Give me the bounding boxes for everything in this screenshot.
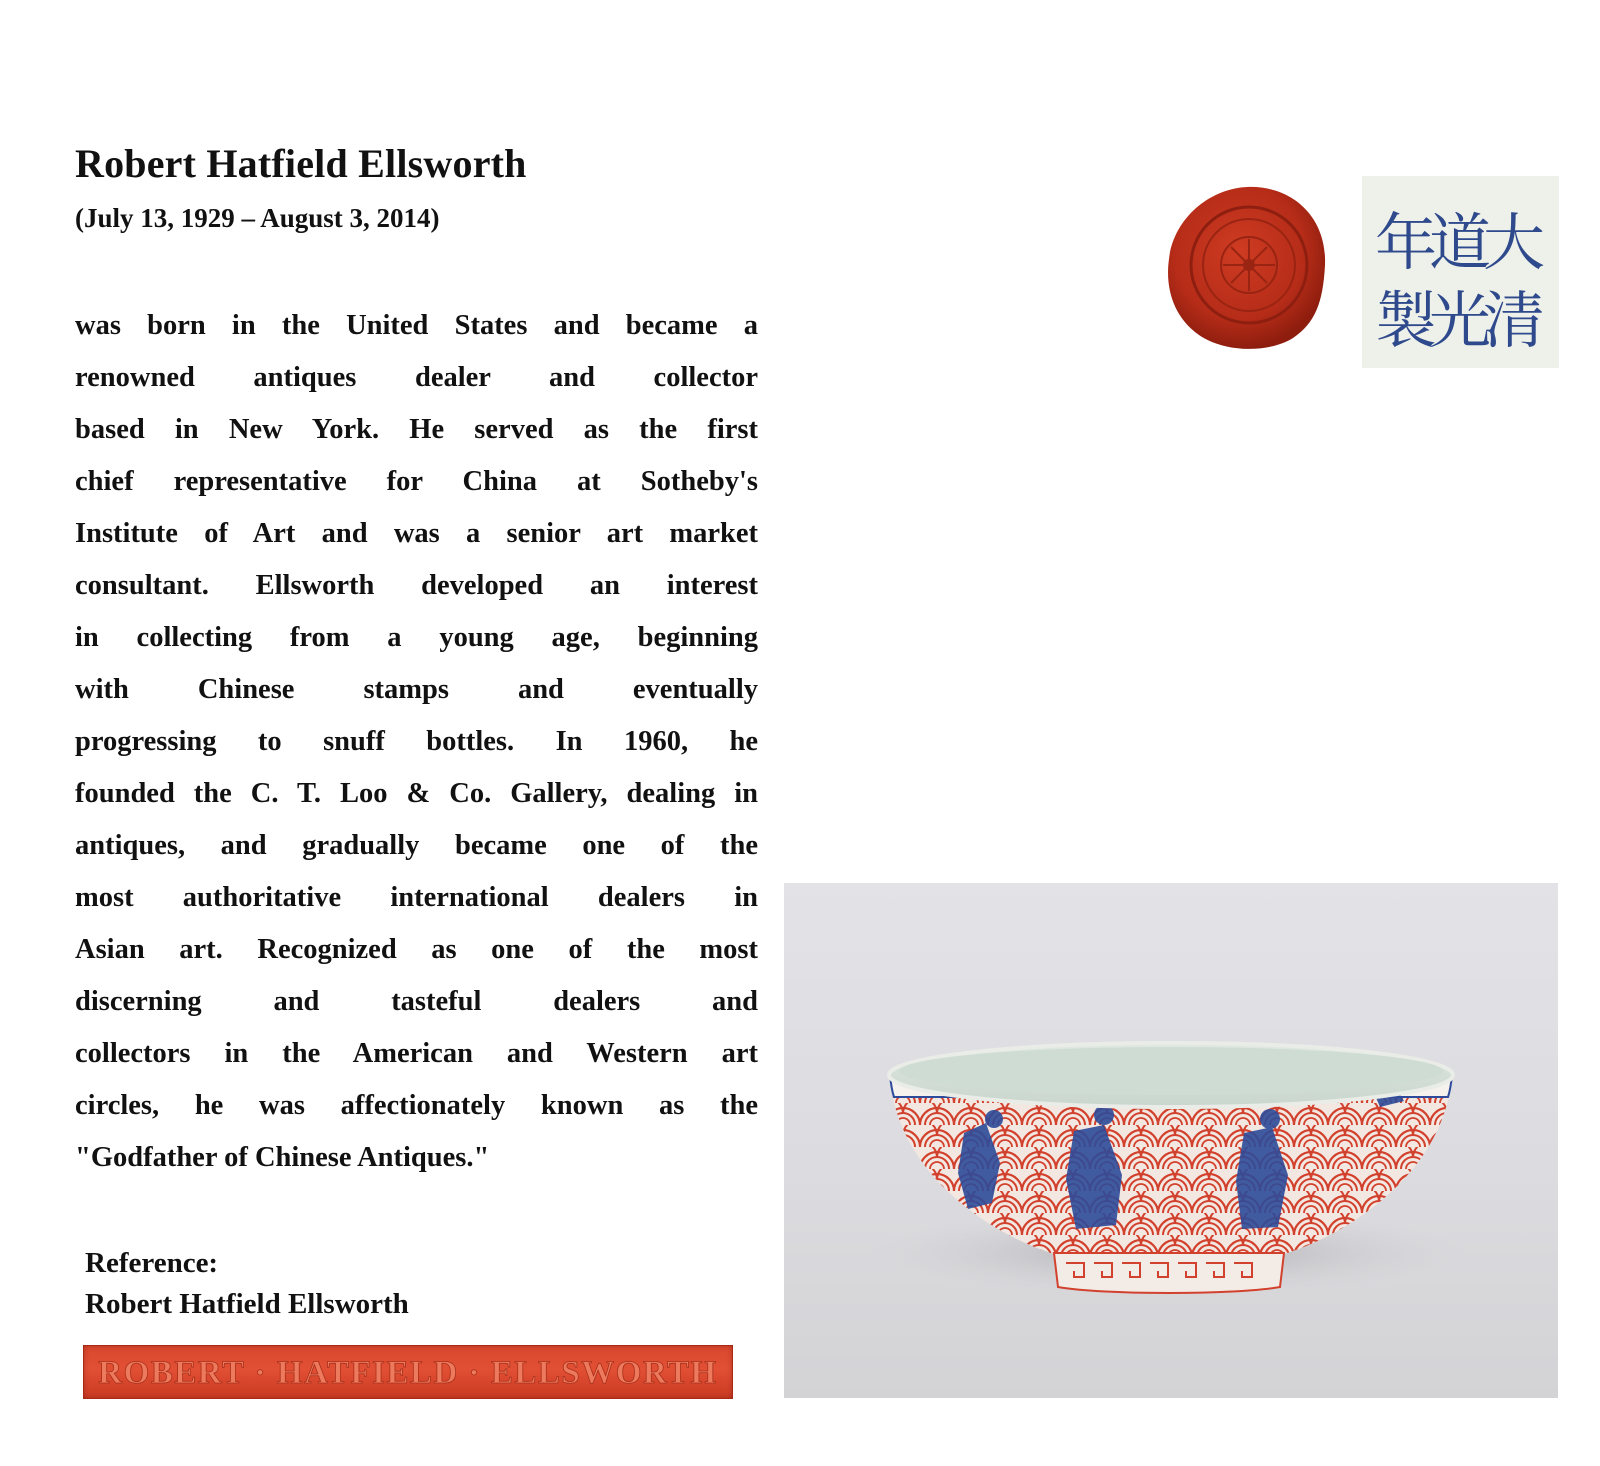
svg-text:年: 年 xyxy=(1374,206,1438,279)
bio-line: chief representative for China at Sotheby's xyxy=(75,466,758,497)
bio-line: most authoritative international dealers in xyxy=(75,882,758,913)
biography xyxy=(75,300,758,1184)
bio-line: discerning and tasteful dealers and xyxy=(75,986,758,1017)
bio-line: in collecting from a young age, beginning xyxy=(75,622,758,653)
bio-line: Institute of Art and was a senior art market xyxy=(75,518,758,549)
svg-text:製: 製 xyxy=(1374,284,1438,357)
name-seal-strip-image xyxy=(83,1345,733,1399)
bio-line: Asian art. Recognized as one of the most xyxy=(75,934,758,965)
bio-line: was born in the United States and became a xyxy=(75,310,758,341)
bio-line: collectors in the American and Western art xyxy=(75,1038,758,1069)
bio-line: renowned antiques dealer and collector xyxy=(75,362,758,393)
svg-text:光: 光 xyxy=(1428,284,1492,357)
svg-text:道: 道 xyxy=(1428,206,1492,279)
bowl-photo xyxy=(784,883,1558,1398)
bio-line: progressing to snuff bottles. In 1960, he xyxy=(75,726,758,757)
bio-line: with Chinese stamps and eventually xyxy=(75,674,758,705)
bio-line: based in New York. He served as the first xyxy=(75,414,758,445)
embossed-name-graphic xyxy=(83,1345,733,1399)
life-dates: (July 13, 1929 – August 3, 2014) xyxy=(75,203,440,233)
bio-line: consultant. Ellsworth developed an interest xyxy=(75,570,758,601)
bio-line: "Godfather of Chinese Antiques." xyxy=(75,1142,490,1173)
svg-text:大: 大 xyxy=(1482,206,1546,279)
reference-label: Reference: xyxy=(85,1247,219,1279)
strip-lettering: ROBERT · HATFIELD · ELLSWORTH xyxy=(98,1355,718,1391)
bio-line: founded the C. T. Loo & Co. Gallery, dealing in xyxy=(75,778,758,809)
bio-line: antiques, and gradually became one of the xyxy=(75,830,758,861)
svg-text:清: 清 xyxy=(1482,284,1546,357)
wax-seal-image xyxy=(1165,183,1330,353)
page-title: Robert Hatfield Ellsworth xyxy=(75,141,527,186)
reference-name: Robert Hatfield Ellsworth xyxy=(85,1288,409,1320)
bio-line: circles, he was affectionately known as the xyxy=(75,1090,758,1121)
reign-mark-image xyxy=(1362,176,1559,368)
